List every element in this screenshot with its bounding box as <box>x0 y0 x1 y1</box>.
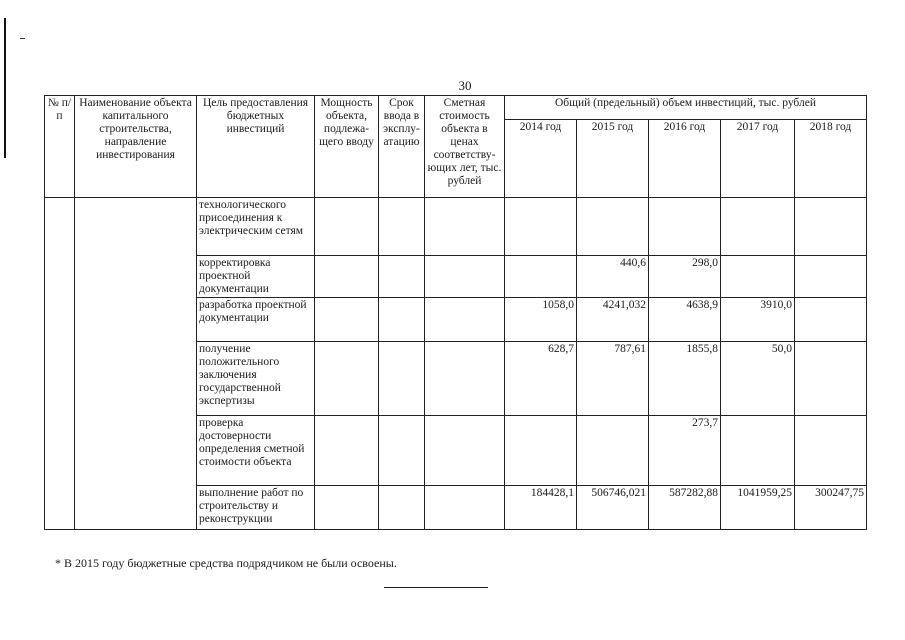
value-cell-2018 <box>795 198 867 256</box>
value-cell-2016: 587282,88 <box>649 486 721 530</box>
footnote: * В 2015 году бюджетные средства подрядчиком не были освоены. <box>55 556 397 570</box>
value-cell-2017: 3910,0 <box>721 298 795 342</box>
header-year-2015: 2015 год <box>577 120 649 198</box>
header-estimate: Сметная стоимость объекта в ценах соответству-ющих лет, тыс. рублей <box>425 96 505 198</box>
value-cell-2015: 506746,021 <box>577 486 649 530</box>
value-cell-2016: 298,0 <box>649 256 721 298</box>
value-cell-2016: 273,7 <box>649 416 721 486</box>
header-year-2016: 2016 год <box>649 120 721 198</box>
term-cell <box>379 486 425 530</box>
header-total-investment: Общий (предельный) объем инвестиций, тыс. рублей <box>505 96 867 120</box>
capacity-cell <box>315 342 379 416</box>
value-cell-2014: 184428,1 <box>505 486 577 530</box>
capacity-cell <box>315 298 379 342</box>
estimate-cell <box>425 256 505 298</box>
purpose-cell: корректировка проектной документации <box>197 256 315 298</box>
value-cell-2016 <box>649 198 721 256</box>
capacity-cell <box>315 198 379 256</box>
term-cell <box>379 198 425 256</box>
value-cell-2017 <box>721 416 795 486</box>
capacity-cell <box>315 256 379 298</box>
value-cell-2018 <box>795 256 867 298</box>
value-cell-2018 <box>795 416 867 486</box>
value-cell-2018 <box>795 342 867 416</box>
header-capacity: Мощность объекта, подлежа-щего вводу <box>315 96 379 198</box>
header-purpose: Цель предоставления бюджетных инвестиций <box>197 96 315 198</box>
value-cell-2017: 50,0 <box>721 342 795 416</box>
header-year-2017: 2017 год <box>721 120 795 198</box>
value-cell-2015 <box>577 198 649 256</box>
estimate-cell <box>425 198 505 256</box>
term-cell <box>379 416 425 486</box>
purpose-cell: технологического присоединения к электрическим сетям <box>197 198 315 256</box>
footnote-divider <box>384 587 488 588</box>
purpose-cell: получение положительного заключения государственной экспертизы <box>197 342 315 416</box>
value-cell-2014 <box>505 416 577 486</box>
estimate-cell <box>425 342 505 416</box>
num-cell <box>45 198 75 530</box>
value-cell-2018: 300247,75 <box>795 486 867 530</box>
value-cell-2016: 4638,9 <box>649 298 721 342</box>
investment-table <box>44 95 867 530</box>
capacity-cell <box>315 486 379 530</box>
table-body <box>45 198 867 530</box>
value-cell-2015: 440,6 <box>577 256 649 298</box>
header-year-2014: 2014 год <box>505 120 577 198</box>
scan-edge-mark <box>4 18 6 158</box>
term-cell <box>379 256 425 298</box>
value-cell-2014: 628,7 <box>505 342 577 416</box>
term-cell <box>379 298 425 342</box>
estimate-cell <box>425 416 505 486</box>
page-number: 30 <box>458 78 472 93</box>
estimate-cell <box>425 298 505 342</box>
value-cell-2017 <box>721 198 795 256</box>
header-num: № п/п <box>45 96 75 198</box>
object-name-cell <box>75 198 197 530</box>
table-row <box>45 198 867 256</box>
value-cell-2014: 1058,0 <box>505 298 577 342</box>
value-cell-2016: 1855,8 <box>649 342 721 416</box>
scan-dash-mark <box>20 38 25 39</box>
capacity-cell <box>315 416 379 486</box>
value-cell-2014 <box>505 198 577 256</box>
value-cell-2017: 1041959,25 <box>721 486 795 530</box>
term-cell <box>379 342 425 416</box>
value-cell-2015: 787,61 <box>577 342 649 416</box>
purpose-cell: проверка достоверности определения сметной стоимости объекта <box>197 416 315 486</box>
purpose-cell: выполнение работ по строительству и реконструкции <box>197 486 315 530</box>
value-cell-2018 <box>795 298 867 342</box>
purpose-cell: разработка проектной документации <box>197 298 315 342</box>
header-term: Срок ввода в эксплу-атацию <box>379 96 425 198</box>
header-year-2018: 2018 год <box>795 120 867 198</box>
value-cell-2014 <box>505 256 577 298</box>
value-cell-2015 <box>577 416 649 486</box>
estimate-cell <box>425 486 505 530</box>
value-cell-2015: 4241,032 <box>577 298 649 342</box>
header-object-name: Наименование объекта капитального строительства, направление инвестирования <box>75 96 197 198</box>
value-cell-2017 <box>721 256 795 298</box>
